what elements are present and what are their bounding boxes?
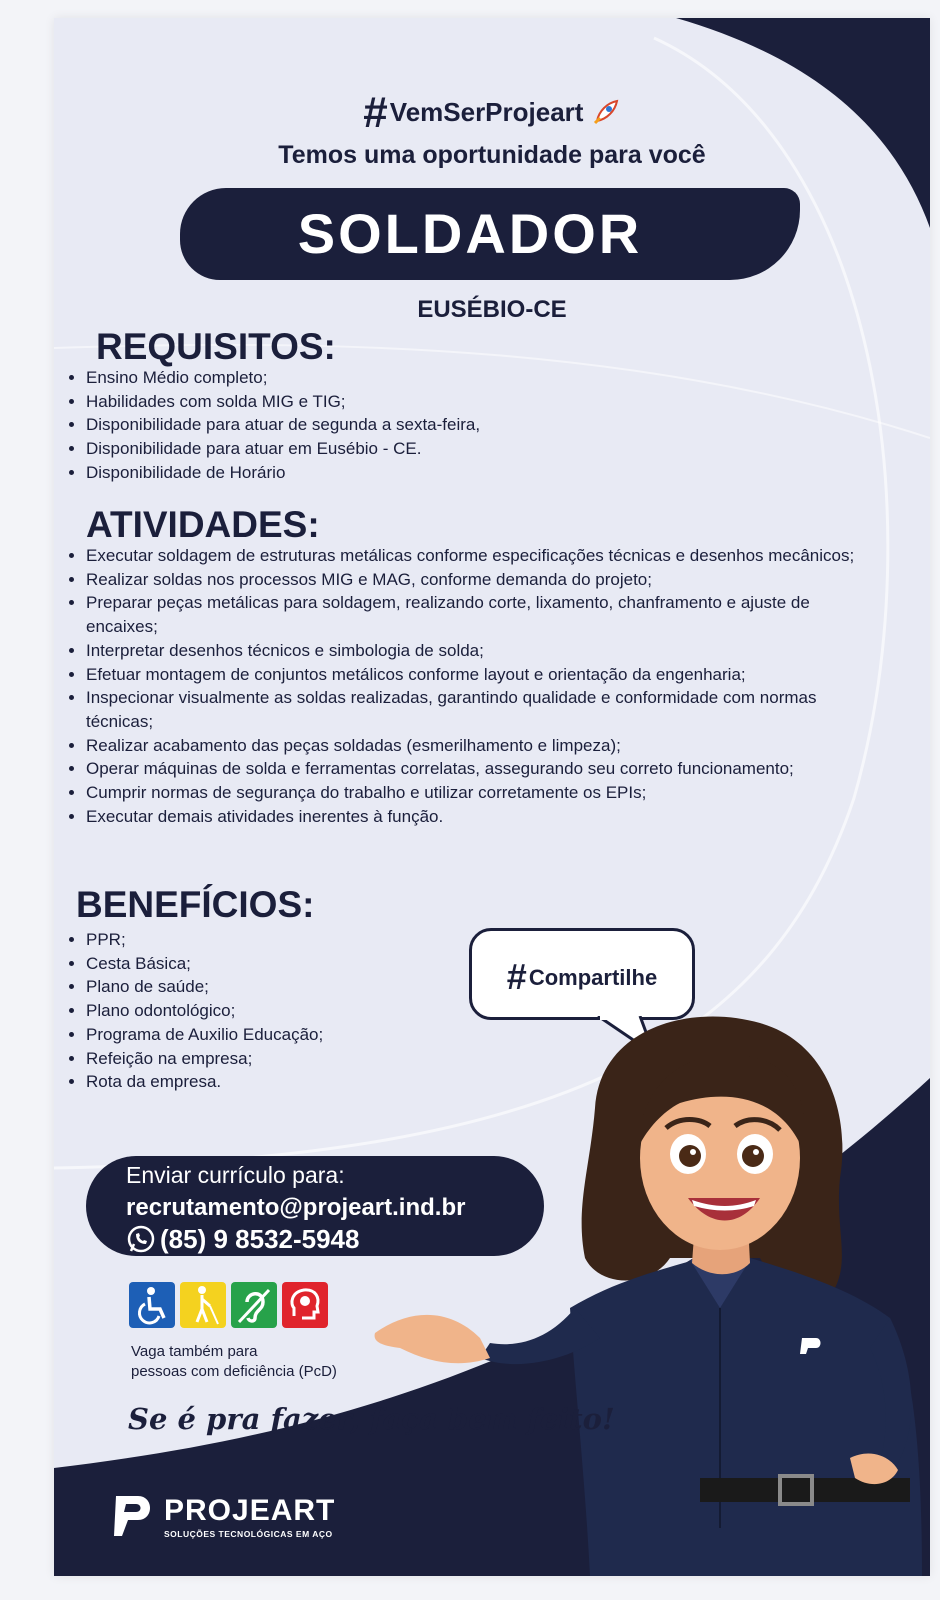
list-item: • Refeição na empresa; [86,1047,466,1071]
list-item: • Executar soldagem de estruturas metálicas conforme especificações técnicas e desenhos mecânicos; [86,544,881,568]
contact-email[interactable]: recrutamento@projeart.ind.br [126,1194,466,1221]
requisitos-list [54,366,886,485]
list-item: • Inspecionar visualmente as soldas realizadas, garantindo qualidade e conformidade com normas técnicas; [86,686,881,733]
list-item: • Habilidades com solda MIG e TIG; [86,390,886,414]
list-item: • Disponibilidade para atuar em Eusébio - CE. [86,437,886,461]
wheelchair-icon [129,1282,175,1328]
whatsapp-icon [126,1224,156,1254]
list-item: • Realizar acabamento das peças soldadas (esmerilhamento e limpeza); [86,734,881,758]
list-item: • Operar máquinas de solda e ferramentas correlatas, assegurando seu correto funcionamento; [86,757,881,781]
list-item: • Programa de Auxilio Educação; [86,1023,466,1047]
list-item: • Realizar soldas nos processos MIG e MAG, conforme demanda do projeto; [86,568,881,592]
blind-person-icon [180,1282,226,1328]
list-item: • Executar demais atividades inerentes à função. [86,805,881,829]
requisitos-heading: REQUISITOS: [96,326,336,367]
mind-icon [282,1282,328,1328]
atividades-heading: ATIVIDADES: [86,504,320,545]
list-item: • Cesta Básica; [86,952,466,976]
projeart-logo-icon [112,1492,156,1540]
hearing-icon [231,1282,277,1328]
brand-name: PROJEART [164,1494,336,1527]
list-item: • PPR; [86,928,466,952]
hash-icon: # [363,88,388,137]
job-title: SOLDADOR [297,202,643,265]
list-item: • Cumprir normas de segurança do trabalho e utilizar corretamente os EPIs; [86,781,881,805]
contact-phone[interactable]: (85) 9 8532-5948 [126,1224,359,1255]
hashtag-heading: #VemSerProjeart [54,88,930,138]
atividades-list [54,544,881,828]
list-item: • Disponibilidade para atuar de segunda a sexta-feira, [86,413,886,437]
job-location: EUSÉBIO-CE [417,296,567,323]
rocket-icon [591,97,621,127]
slogan: Se é pra fazer, faça bem feito! [128,1402,615,1436]
list-item: • Plano de saúde; [86,975,466,999]
list-item: • Interpretar desenhos técnicos e simbologia de solda; [86,639,881,663]
beneficios-heading: BENEFÍCIOS: [76,884,315,925]
job-post-card [54,18,930,1576]
character-illustration [370,1008,930,1576]
list-item: • Ensino Médio completo; [86,366,886,390]
tagline: Temos uma oportunidade para você [278,141,706,169]
list-item: • Preparar peças metálicas para soldagem, realizando corte, lixamento, chanframento e ajuste de encaixes; [86,591,881,638]
brand-subtitle: SOLUÇÕES TECNOLÓGICAS EM AÇO [164,1529,333,1539]
list-item: • Efetuar montagem de conjuntos metálicos conforme layout e orientação da engenharia; [86,663,881,687]
list-item: • Disponibilidade de Horário [86,461,886,485]
share-label: #Compartilhe [506,956,658,997]
pcd-note: Vaga também para pessoas com deficiência (PcD) [131,1343,337,1380]
contact-label: Enviar currículo para: [126,1162,345,1188]
hash-icon: # [506,956,527,997]
list-item: • Plano odontológico; [86,999,466,1023]
list-item: • Rota da empresa. [86,1070,466,1094]
